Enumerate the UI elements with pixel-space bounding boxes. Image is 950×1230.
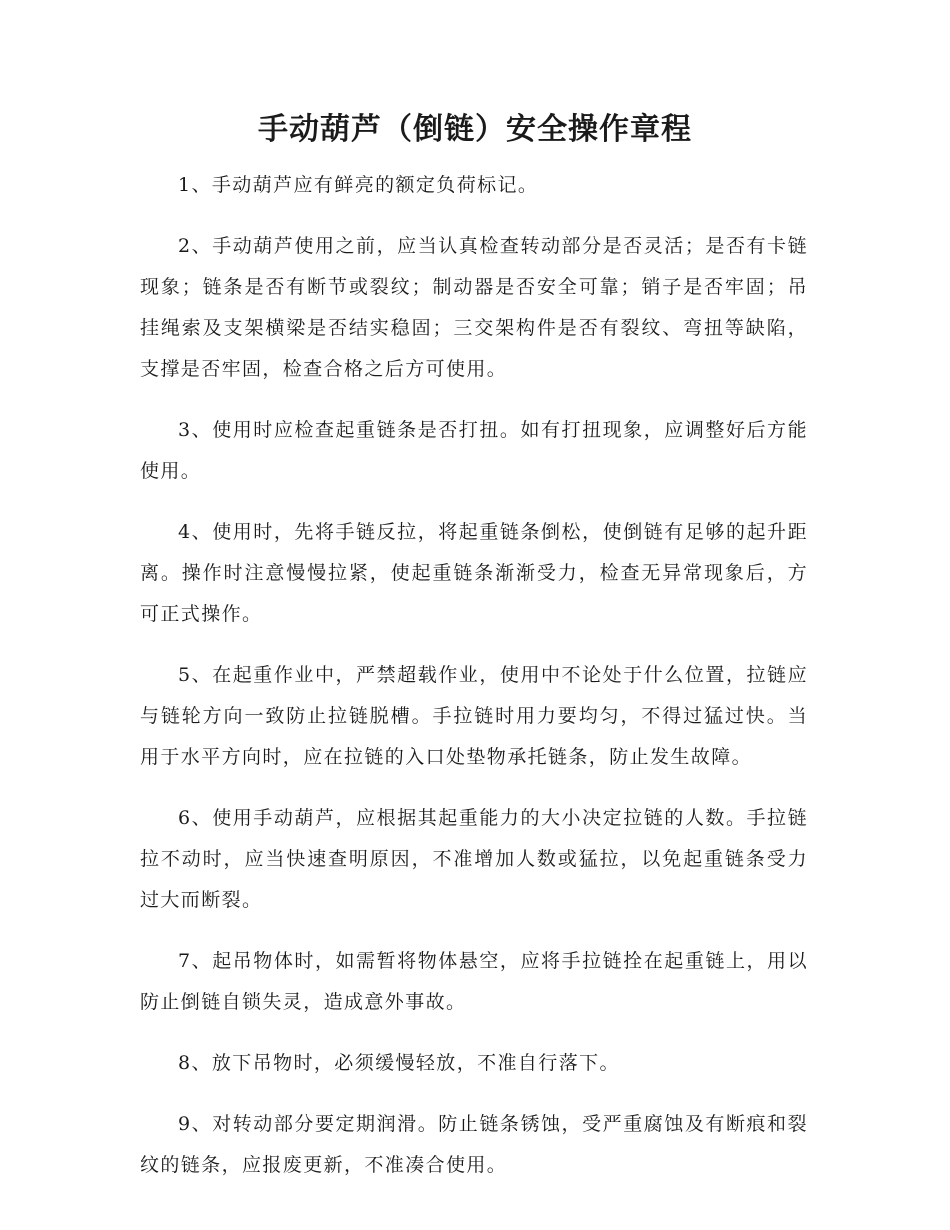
paragraph-5: 5、在起重作业中，严禁超载作业，使用中不论处于什么位置，拉链应与链轮方向一致防止拉链脱槽。手拉链时用力要均匀，不得过猛过快。当用于水平方向时，应在拉链的入口处垫物承托链条，防止发生故障。	[140, 664, 808, 768]
paragraph-7: 7、起吊物体时，如需暂将物体悬空，应将手拉链拴在起重链上，用以防止倒链自锁失灵，造成意外事故。	[140, 950, 808, 1013]
paragraph-1: 1、手动葫芦应有鲜亮的额定负荷标记。	[178, 174, 539, 196]
document-title: 手动葫芦（倒链）安全操作章程	[258, 112, 692, 147]
document-body	[140, 165, 808, 1206]
paragraph-6: 6、使用手动葫芦，应根据其起重能力的大小决定拉链的人数。手拉链拉不动时，应当快速查明原因，不准增加人数或猛拉，以免起重链条受力过大而断裂。	[140, 807, 808, 911]
paragraph-9: 9、对转动部分要定期润滑。防止链条锈蚀，受严重腐蚀及有断痕和裂纹的链条，应报废更新，不准凑合使用。	[140, 1113, 808, 1176]
paragraph-3: 3、使用时应检查起重链条是否打扭。如有打扭现象，应调整好后方能使用。	[140, 419, 808, 482]
paragraph-8: 8、放下吊物时，必须缓慢轻放，不准自行落下。	[178, 1052, 620, 1074]
paragraph-2: 2、手动葫芦使用之前，应当认真检查转动部分是否灵活；是否有卡链现象；链条是否有断节或裂纹；制动器是否安全可靠；销子是否牢固；吊挂绳索及支架横梁是否结实稳固；三交架构件是否有裂纹、弯扭等缺陷，支撑是否牢固，检查合格之后方可使用。	[140, 235, 808, 380]
paragraph-4: 4、使用时，先将手链反拉，将起重链条倒松，使倒链有足够的起升距离。操作时注意慢慢拉紧，使起重链条渐渐受力，检查无异常现象后，方可正式操作。	[140, 521, 808, 625]
